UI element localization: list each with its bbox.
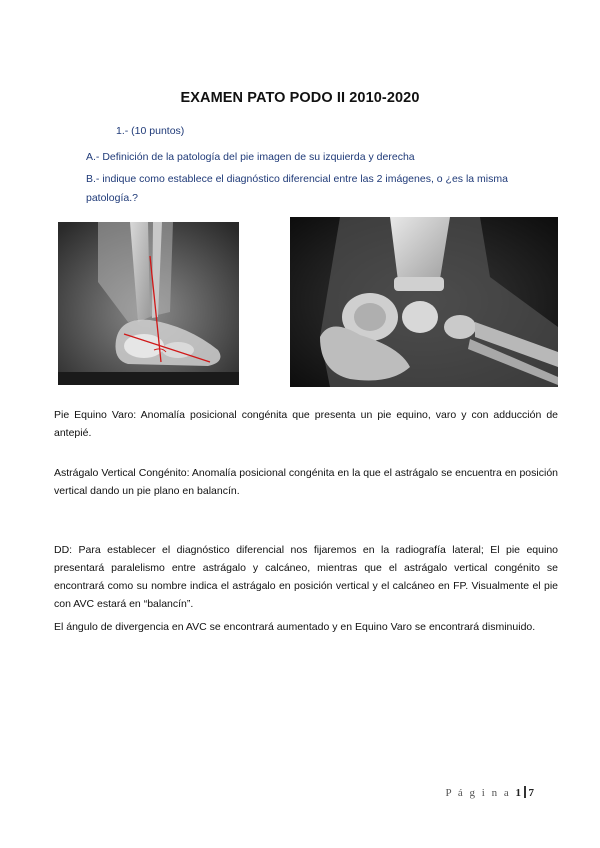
answer-astragalo-vertical: Astrágalo Vertical Congénito: Anomalía posicional congénita en la que el astrágalo se encuentra en posición vertical dando un pie plano en balancín. [54,467,558,497]
xray-left-image [58,222,239,385]
answer-angulo-divergencia: El ángulo de divergencia en AVC se encontrará aumentado y en Equino Varo se encontrará disminuido. [54,621,536,633]
footer-page-label: P á g i n a [445,787,511,799]
page-footer [445,786,534,799]
answer-diagnostico-diferencial: DD: Para establecer el diagnóstico diferencial nos fijaremos en la radiografía lateral; El pie equino presentará paralelismo entre astrágalo y calcáneo, mientras que el astrágalo vertical congénito se encontrará como su nombre indica el astrágalo en posición vertical y el calcáneo en FP. Visualmente el pie con AVC estará en “balancín”. [54,544,558,610]
footer-page-total: 7 [528,787,534,799]
footer-page-number: 1 [515,787,521,799]
question-part-b: B.- indique como establece el diagnóstico diferencial entre las 2 imágenes, o ¿es la misma patología.? [86,173,508,204]
footer-separator [524,786,526,798]
xray-right-image [290,217,558,387]
answer-equino-varo: Pie Equino Varo: Anomalía posicional congénita que presenta un pie equino, varo y con adducción de antepié. [54,409,558,439]
page-title: EXAMEN PATO PODO II 2010-2020 [180,90,420,106]
question-part-a: A.- Definición de la patología del pie imagen de su izquierda y derecha [86,151,415,163]
question-points: 1.- (10 puntos) [116,125,185,137]
